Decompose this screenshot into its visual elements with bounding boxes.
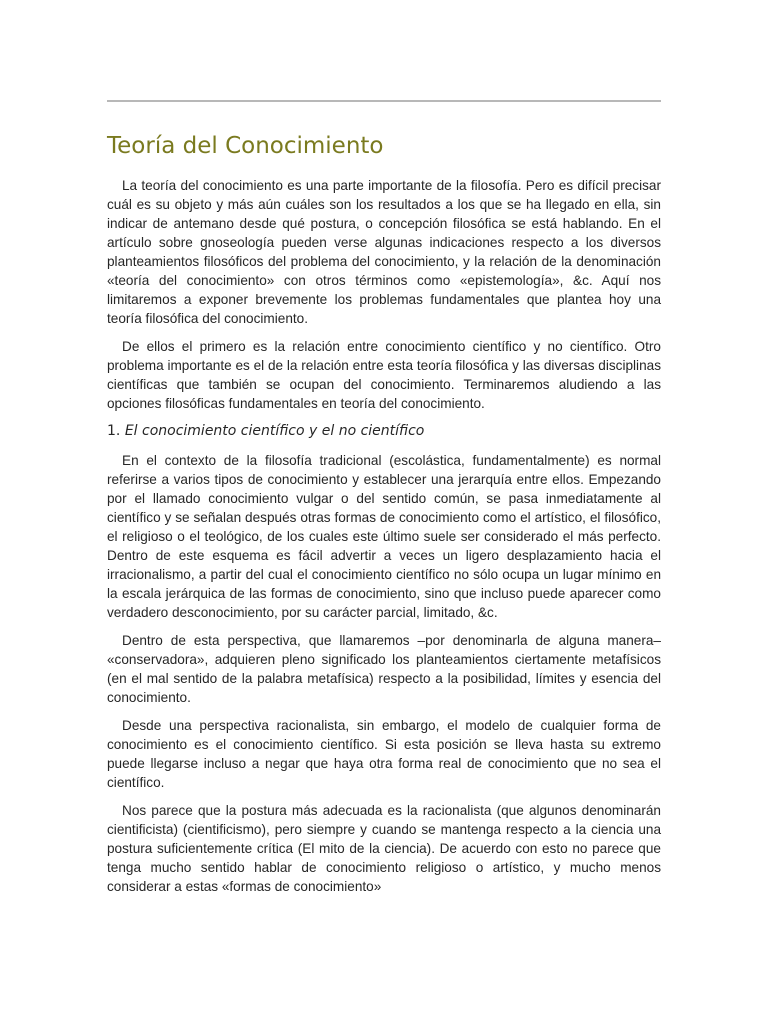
section-paragraph-3: Desde una perspectiva racionalista, sin embargo, el modelo de cualquier forma de conocimiento es el conocimiento científico. Si esta posición se lleva hasta su extremo puede llegarse incluso a negar que haya otra forma real de conocimiento que no sea el científico. [107,718,661,790]
section-heading [107,422,661,441]
section-paragraph-2: Dentro de esta perspectiva, que llamaremos –por denominarla de alguna manera– «conservadora», adquieren pleno significado los planteamientos ciertamente metafísicos (en el mal sentido de la palabra metafísica) respecto a la posibilidad, límites y esencia del conocimiento. [107,633,661,705]
section-paragraph-4: Nos parece que la postura más adecuada es la racionalista (que algunos denominarán cientificista) (cientificismo), pero siempre y cuando se mantenga respecto a la ciencia una postura suficientemente crítica (El mito de la ciencia). De acuerdo con esto no parece que tenga mucho sentido hablar de conocimiento religioso o artístico, y mucho menos considerar a estas «formas de conocimiento» [107,803,661,894]
section-paragraph-1: En el contexto de la filosofía tradicional (escolástica, fundamentalmente) es normal referirse a varios tipos de conocimiento y establecer una jerarquía entre ellos. Empezando por el llamado conocimiento vulgar o del sentido común, se pasa inmediatamente al científico y se señalan después otras formas de conocimiento como el artístico, el filosófico, el religioso o el teológico, de los cuales este último suele ser considerado el más perfecto. Dentro de este esquema es fácil advertir a veces un ligero desplazamiento hacia el irracionalismo, a partir del cual el conocimiento científico no sólo ocupa un lugar mínimo en la escala jerárquica de las formas de conocimiento, sino que incluso puede aparecer como verdadero desconocimiento, por su carácter parcial, limitado, &c. [107,453,661,620]
document-body [107,176,661,905]
section-number: 1. [107,423,121,439]
intro-paragraph-2: De ellos el primero es la relación entre conocimiento científico y no científico. Otro problema importante es el de la relación entre esta teoría filosófica y las diversas disciplinas científicas que también se ocupan del conocimiento. Terminaremos aludiendo a las opciones filosóficas fundamentales en teoría del conocimiento. [107,339,661,411]
top-divider [107,100,661,102]
section-title: El conocimiento científico y el no científico [124,423,425,439]
intro-paragraph-1: La teoría del conocimiento es una parte importante de la filosofía. Pero es difícil precisar cuál es su objeto y más aún cuáles son los resultados a los que se ha llegado en ella, sin indicar de antemano desde qué postura, o concepción filosófica se está hablando. En el artículo sobre gnoseología pueden verse algunas indicaciones respecto a los diversos planteamientos filosóficos del problema del conocimiento, y la relación de la denominación «teoría del conocimiento» con otros términos como «epistemología», &c. Aquí nos limitaremos a exponer brevemente los problemas fundamentales que plantea hoy una teoría filosófica del conocimiento. [107,178,661,326]
page-title: Teoría del Conocimiento [107,133,384,159]
